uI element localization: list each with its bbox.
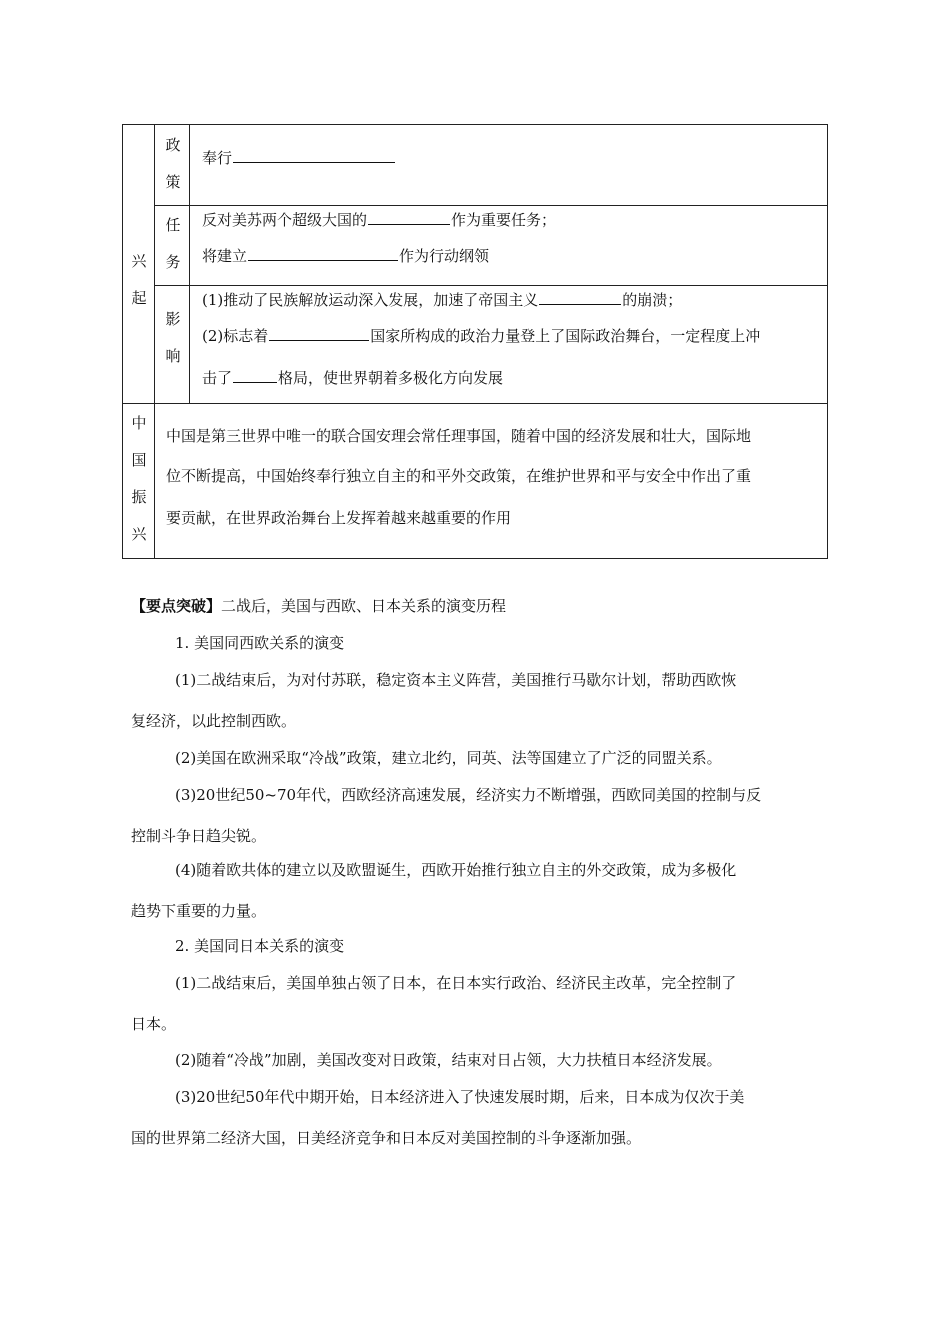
part1-item-3: (3)20世纪50~70年代，西欧经济高速发展，经济实力不断增强，西欧同美国的控制与反 控制斗争日趋尖锐。 (131, 786, 762, 845)
impact-line-1: (1)推动了民族解放运动深入发展，加速了帝国主义 的崩溃； (202, 291, 683, 309)
impact-line-2: (2)标志着 国家所构成的政治力量登上了国际政治舞台，一定程度上冲 (202, 327, 761, 345)
part1-item-1: (1)二战结束后，为对付苏联，稳定资本主义阵营，美国推行马歇尔计划，帮助西欧恢 复经济，以此控制西欧。 (131, 671, 737, 730)
row-label-task: 任 务 (165, 216, 181, 271)
part2-item-3: (3)20世纪50年代中期开始，日本经济进入了快速发展时期，后来，日本成为仅次于美 国的世界第二经济大国，日美经济竞争和日本反对美国控制的斗争逐渐加强。 (131, 1088, 745, 1147)
fill-blank (233, 381, 277, 383)
row-divider-1 (155, 205, 827, 206)
fill-blank (539, 303, 621, 305)
col-divider-inner (189, 125, 190, 403)
row-divider-2 (155, 285, 827, 286)
outer-label: 兴 起 (131, 252, 147, 307)
row-label-policy: 政 策 (165, 136, 181, 191)
part2-item-1: (1)二战结束后，美国单独占领了日本，在日本实行政治、经济民主改革，完全控制了 日本。 (131, 974, 737, 1033)
row-label-china: 中 国 振 兴 (131, 414, 147, 543)
impact-line-3: 击了 格局，使世界朝着多极化方向发展 (202, 369, 504, 387)
row-divider-3 (123, 403, 827, 404)
china-line-2: 位不断提高，中国始终奉行独立自主的和平外交政策，在维护世界和平与安全中作出了重 (166, 467, 752, 485)
fill-blank (269, 339, 369, 341)
part2-title: 2. 美国同日本关系的演变 (175, 937, 345, 955)
fill-blank (368, 223, 450, 225)
policy-line: 奉行 (202, 147, 396, 168)
task-line-2: 将建立 作为行动纲领 (202, 247, 490, 265)
key-points-heading: 【要点突破】二战后，美国与西欧、日本关系的演变历程 (131, 597, 507, 615)
part1-item-4: (4)随着欧共体的建立以及欧盟诞生，西欧开始推行独立自主的外交政策，成为多极化 趋势下重要的力量。 (131, 861, 737, 920)
china-line-3: 要贡献，在世界政治舞台上发挥着越来越重要的作用 (166, 509, 512, 527)
summary-table (122, 124, 828, 559)
task-line-1: 反对美苏两个超级大国的 作为重要任务； (202, 211, 557, 229)
part2-item-2: (2)随着“冷战”加剧，美国改变对日政策，结束对日占领，大力扶植日本经济发展。 (175, 1051, 722, 1069)
fill-blank (233, 161, 395, 163)
part1-title: 1. 美国同西欧关系的演变 (175, 634, 345, 652)
row-label-impact: 影 响 (165, 310, 181, 365)
china-line-1: 中国是第三世界中唯一的联合国安理会常任理事国，随着中国的经济发展和壮大，国际地 (166, 427, 752, 445)
fill-blank (248, 259, 398, 261)
part1-item-2: (2)美国在欧洲采取“冷战”政策，建立北约，同英、法等国建立了广泛的同盟关系。 (175, 749, 722, 767)
